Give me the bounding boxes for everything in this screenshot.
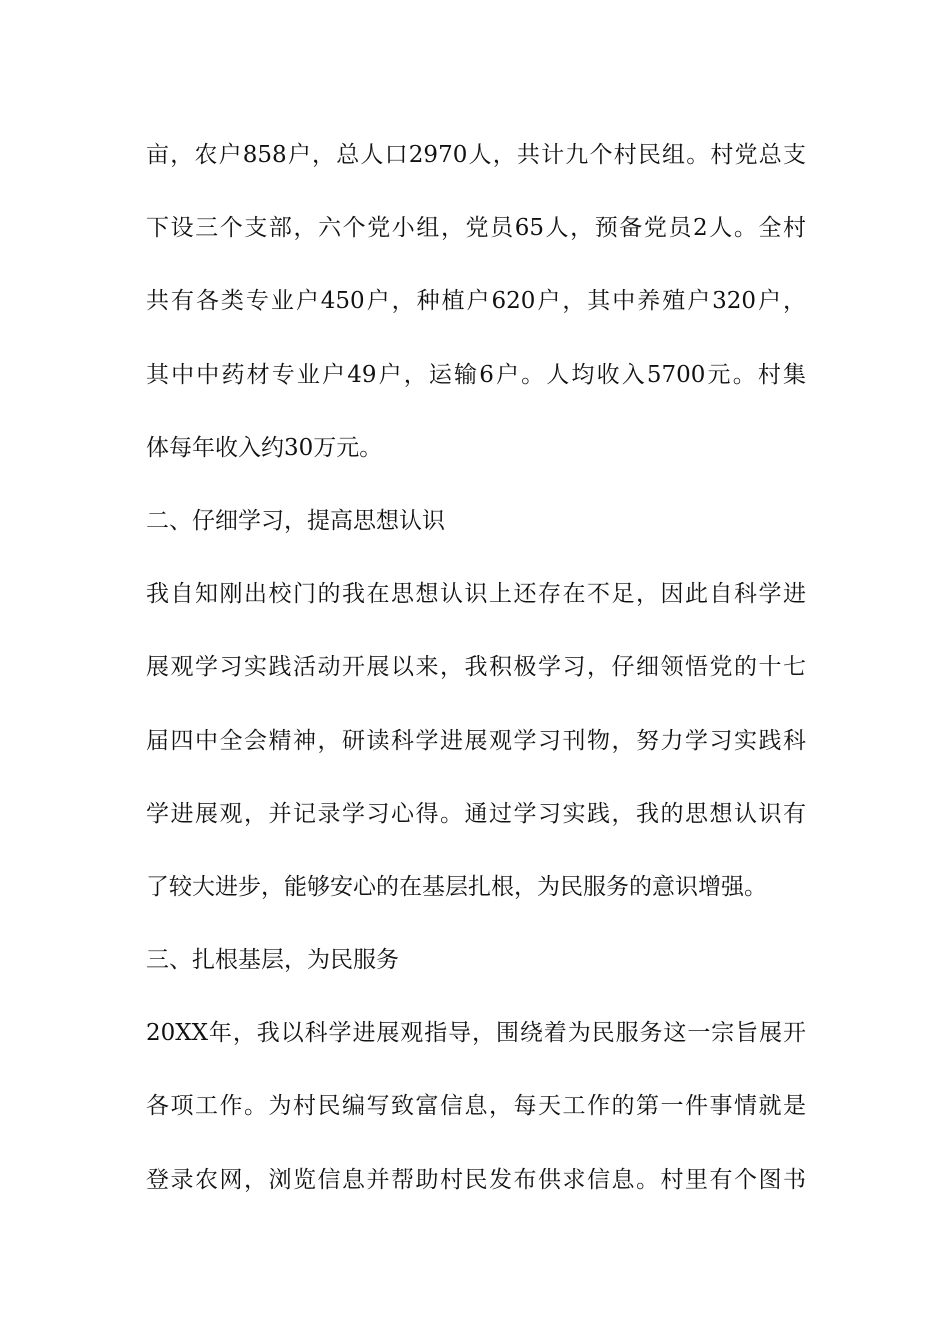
section-heading: 三、扎根基层，为民服务 bbox=[146, 947, 399, 974]
paragraph-line: 学进展观，并记录学习心得。通过学习实践，我的思想认识有 bbox=[146, 800, 806, 827]
paragraph-line: 共有各类专业户450户，种植户620户，其中养殖户320户， bbox=[146, 288, 806, 315]
section-heading: 二、仔细学习，提高思想认识 bbox=[146, 507, 445, 534]
paragraph-line: 体每年收入约30万元。 bbox=[146, 434, 383, 461]
paragraph-line: 下设三个支部，六个党小组，党员65人，预备党员2人。全村 bbox=[146, 215, 806, 242]
paragraph-line: 20XX年，我以科学进展观指导，围绕着为民服务这一宗旨展开 bbox=[146, 1020, 806, 1047]
document-body bbox=[146, 131, 806, 1229]
paragraph-line: 登录农网，浏览信息并帮助村民发布供求信息。村里有个图书 bbox=[146, 1166, 806, 1193]
paragraph-line: 亩，农户858户，总人口2970人，共计九个村民组。村党总支 bbox=[146, 142, 806, 168]
paragraph-line: 我自知刚出校门的我在思想认识上还存在不足，因此自科学进 bbox=[146, 581, 806, 608]
paragraph-line: 展观学习实践活动开展以来，我积极学习，仔细领悟党的十七 bbox=[146, 654, 806, 681]
paragraph-line: 各项工作。为村民编写致富信息，每天工作的第一件事情就是 bbox=[146, 1093, 806, 1120]
paragraph-line: 届四中全会精神，研读科学进展观学习刊物，努力学习实践科 bbox=[146, 727, 806, 754]
paragraph-line: 其中中药材专业户49户，运输6户。人均收入5700元。村集 bbox=[146, 361, 806, 388]
paragraph-line: 了较大进步，能够安心的在基层扎根，为民服务的意识增强。 bbox=[146, 873, 767, 900]
